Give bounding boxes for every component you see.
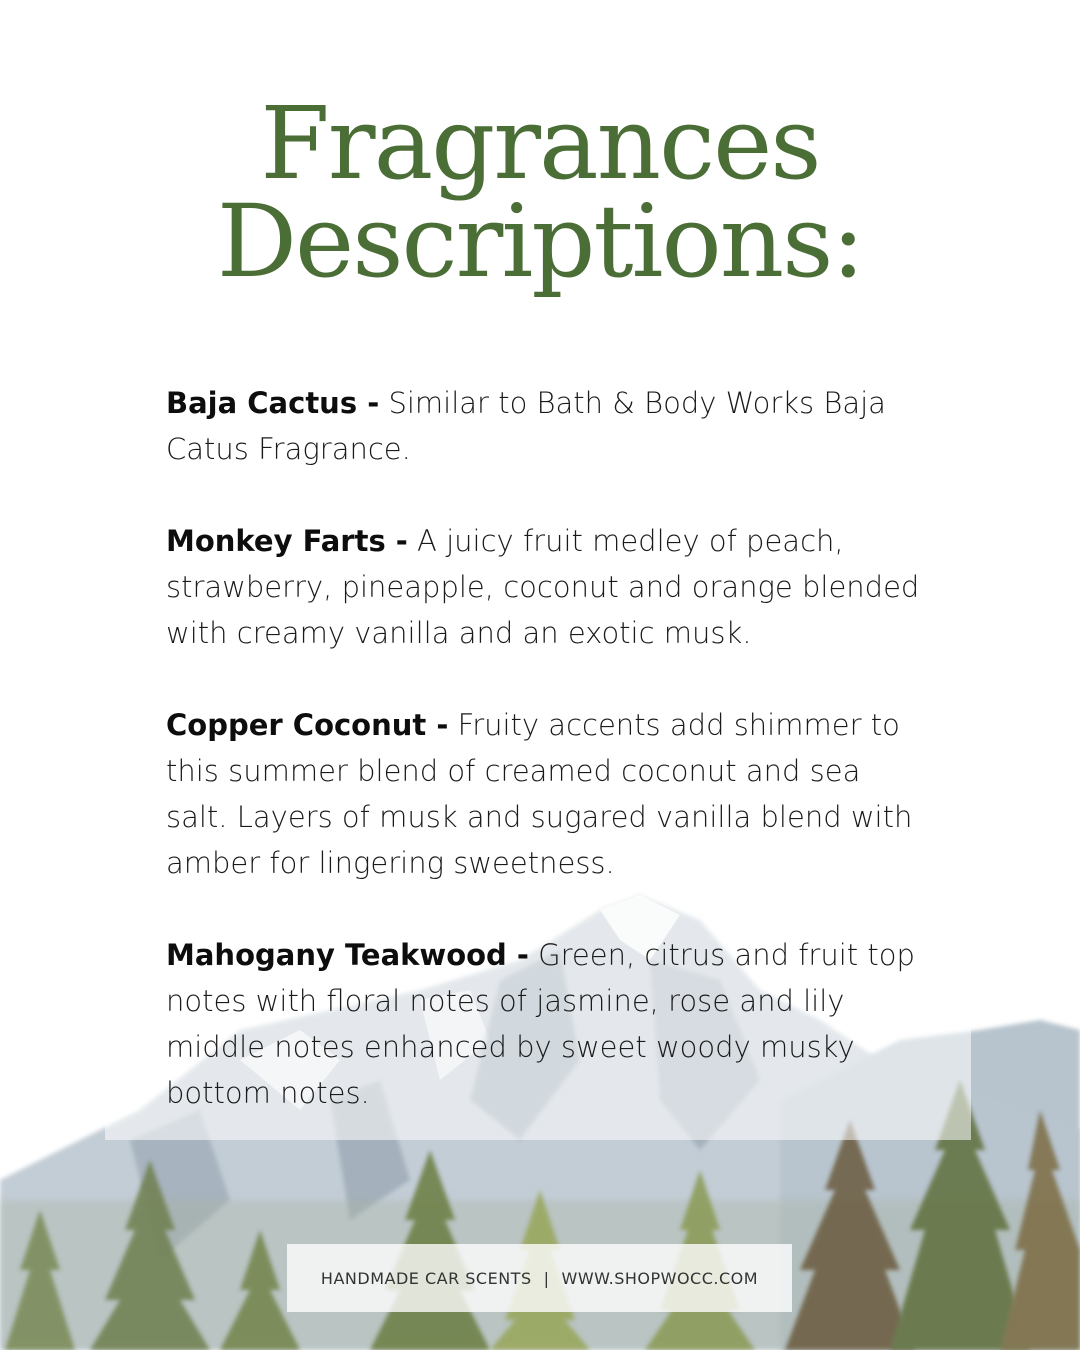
page-title (0, 85, 1080, 300)
fragrance-name: Monkey Farts - (166, 524, 408, 558)
fragrance-name: Mahogany Teakwood - (166, 938, 529, 972)
footer-website-link[interactable]: WWW.SHOPWOCC.COM (561, 1268, 759, 1288)
fragrance-item (166, 380, 926, 472)
fragrance-description: Green, citrus and fruit top notes with floral notes of jasmine, rose and lily middle notes enhanced by sweet woody musky bottom notes. (166, 938, 915, 1110)
fragrance-item (166, 932, 926, 1116)
title-line-1: Fragrances (260, 85, 820, 202)
fragrance-list (166, 380, 926, 1162)
title-line-2: Descriptions: (216, 183, 864, 300)
fragrance-description: A juicy fruit medley of peach, strawberry, pineapple, coconut and orange blended with creamy vanilla and an exotic musk. (166, 524, 920, 650)
fragrance-description: Similar to Bath & Body Works Baja Catus Fragrance. (166, 386, 886, 466)
fragrance-description: Fruity accents add shimmer to this summer blend of creamed coconut and sea salt. Layers of musk and sugared vanilla blend with amber for lingering sweetness. (166, 708, 913, 880)
fragrance-item (166, 518, 926, 656)
fragrance-name: Copper Coconut - (166, 708, 449, 742)
footer-banner (287, 1244, 792, 1312)
fragrance-item (166, 702, 926, 886)
footer-separator: | (543, 1268, 550, 1288)
fragrance-name: Baja Cactus - (166, 386, 380, 420)
footer-brand: HANDMADE CAR SCENTS (320, 1268, 532, 1288)
